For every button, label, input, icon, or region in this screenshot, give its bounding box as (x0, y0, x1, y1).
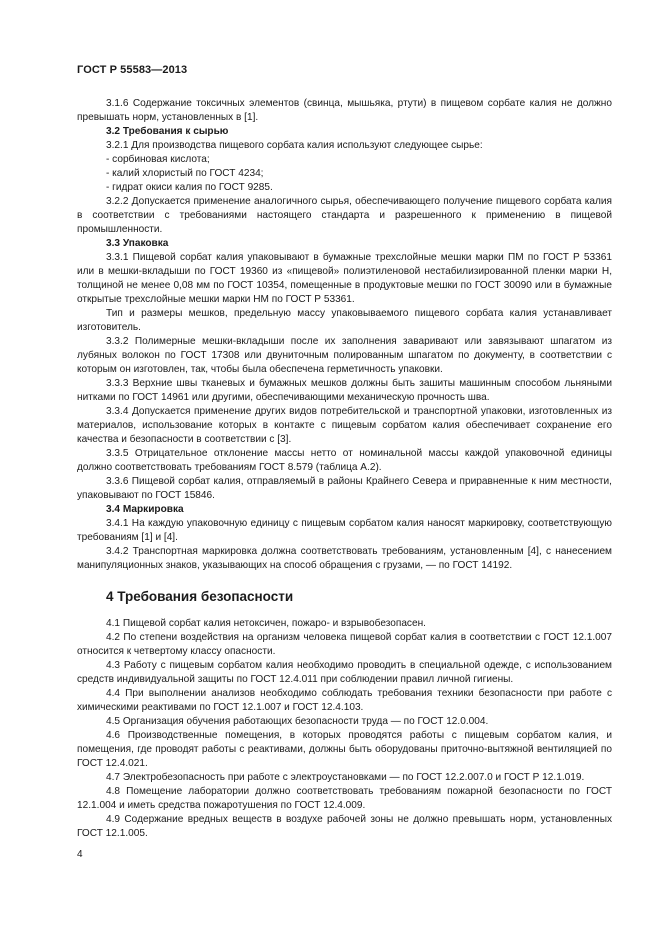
paragraph: 3.3.1 Пищевой сорбат калия упаковывают в бумажные трехслойные мешки марки ПМ по ГОСТ Р 53361 или в мешки-вкладыши по ГОСТ 19360 из «пищевой» полиэтиленовой нестабилизированной пленки марки Н, толщиной не менее 0,08 мм по ГОСТ 10354, помещенные в продуктовые мешки по ГОСТ 30090 или в бумажные открытые трехслойные мешки марки НМ по ГОСТ Р 53361. (77, 252, 612, 305)
paragraph: Тип и размеры мешков, предельную массу упаковываемого пищевого сорбата калия устанавливает изготовитель. (77, 308, 612, 333)
subsection-heading: 3.3 Упаковка (106, 238, 169, 249)
paragraph: 4.2 По степени воздействия на организм человека пищевой сорбат калия в соответствии с ГОСТ 12.1.007 относится к четвертому классу опасности. (77, 632, 612, 657)
paragraph: 3.2.1 Для производства пищевого сорбата калия используют следующее сырье: (106, 140, 483, 151)
list-item: - гидрат окиси калия по ГОСТ 9285. (106, 182, 273, 193)
page-number: 4 (77, 849, 83, 860)
list-item: - сорбиновая кислота; (106, 154, 210, 165)
page-header: ГОСТ Р 55583—2013 (77, 64, 188, 76)
paragraph: 3.1.6 Содержание токсичных элементов (свинца, мышьяка, ртути) в пищевом сорбате калия не должно превышать норм, установленных в [1]. (77, 98, 612, 123)
paragraph: 4.9 Содержание вредных веществ в воздухе рабочей зоны не должно превышать норм, установленных ГОСТ 12.1.005. (77, 814, 612, 839)
paragraph: 4.7 Электробезопасность при работе с электроустановками — по ГОСТ 12.2.007.0 и ГОСТ Р 12.1.019. (106, 772, 585, 783)
paragraph: 4.6 Производственные помещения, в которых проводятся работы с пищевым сорбатом калия, и помещения, где проводят работы с реактивами, должны быть оборудованы приточно-вытяжной вентиляцией по ГОСТ 12.4.021. (77, 730, 612, 769)
document-body (77, 97, 612, 841)
subsection-heading: 3.4 Маркировка (106, 504, 184, 515)
paragraph: 4.1 Пищевой сорбат калия нетоксичен, пожаро- и взрывобезопасен. (106, 618, 426, 629)
paragraph: 3.3.4 Допускается применение других видов потребительской и транспортной упаковки, изготовленных из материалов, использование которых в контакте с пищевым сорбатом калия обеспечивает сохранение его качества и безопасности в соответствии с [3]. (77, 406, 612, 445)
paragraph: 4.4 При выполнении анализов необходимо соблюдать требования техники безопасности при работе с химическими реактивами по ГОСТ 12.1.007 и ГОСТ 12.4.103. (77, 688, 612, 713)
paragraph: 4.3 Работу с пищевым сорбатом калия необходимо проводить в специальной одежде, с использованием средств индивидуальной защиты по ГОСТ 12.4.011 при соблюдении правил личной гигиены. (77, 660, 612, 685)
section-heading: 4 Требования безопасности (106, 589, 294, 604)
paragraph: 3.4.1 На каждую упаковочную единицу с пищевым сорбатом калия наносят маркировку, соответствующую требованиям [1] и [4]. (77, 518, 612, 543)
paragraph: 3.4.2 Транспортная маркировка должна соответствовать требованиям, установленным [4], с нанесением манипуляционных знаков, указывающих на способ обращения с грузами, — по ГОСТ 14192. (77, 546, 612, 571)
paragraph: 4.8 Помещение лаборатории должно соответствовать требованиям пожарной безопасности по ГОСТ 12.1.004 и иметь средства пожаротушения по ГОСТ 12.4.009. (77, 786, 612, 811)
paragraph: 3.3.2 Полимерные мешки-вкладыши после их заполнения заваривают или завязывают шпагатом из лубяных волокон по ГОСТ 17308 или двуниточным полированным шпагатом по документу, в соответствии с которым он изготовлен, так, чтобы была обеспечена герметичность упаковки. (77, 336, 612, 375)
paragraph: 3.3.5 Отрицательное отклонение массы нетто от номинальной массы каждой упаковочной единицы должно соответствовать требованиям ГОСТ 8.579 (таблица А.2). (77, 448, 612, 473)
list-item: - калий хлористый по ГОСТ 4234; (106, 168, 264, 179)
paragraph: 4.5 Организация обучения работающих безопасности труда — по ГОСТ 12.0.004. (106, 716, 489, 727)
paragraph: 3.3.3 Верхние швы тканевых и бумажных мешков должны быть зашиты машинным способом льняными нитками по ГОСТ 14961 или другими, обеспечивающими механическую прочность шва. (77, 378, 612, 403)
subsection-heading: 3.2 Требования к сырью (106, 126, 229, 137)
paragraph: 3.3.6 Пищевой сорбат калия, отправляемый в районы Крайнего Севера и приравненные к ним местности, упаковывают по ГОСТ 15846. (77, 476, 612, 501)
paragraph: 3.2.2 Допускается применение аналогичного сырья, обеспечивающего получение пищевого сорбата калия в соответствии с требованиями настоящего стандарта и разрешенного к применению в пищевой промышленности. (77, 196, 612, 235)
